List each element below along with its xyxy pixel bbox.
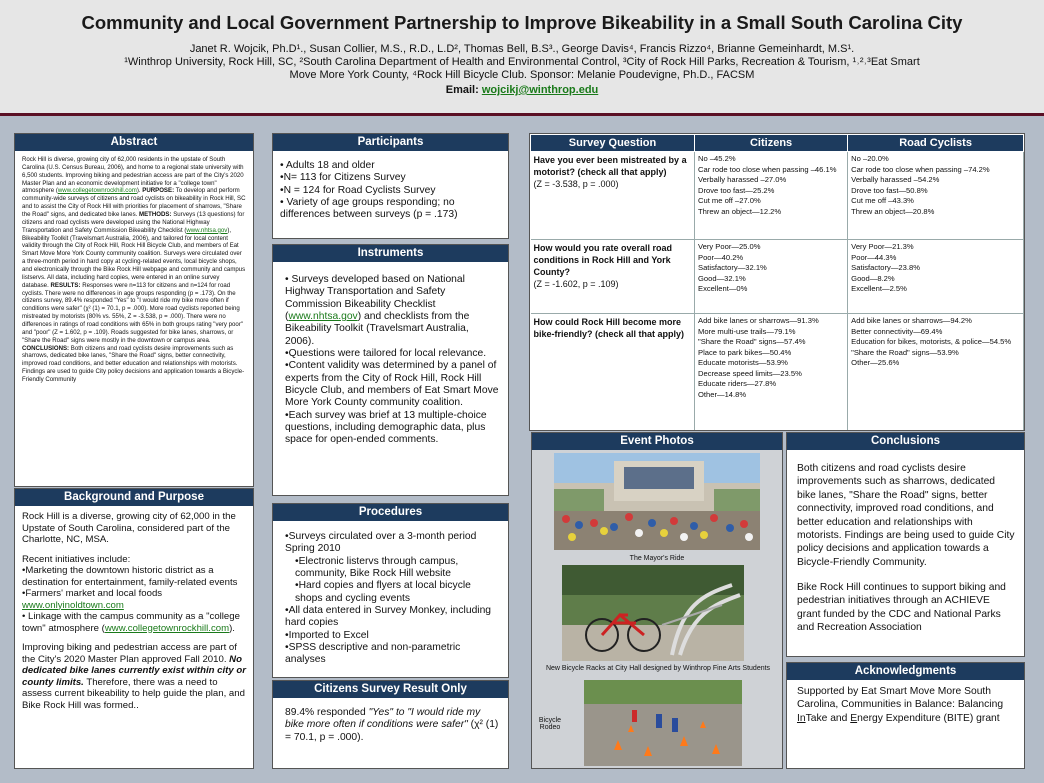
poster-header — [0, 0, 1044, 116]
poster-title: Community and Local Government Partnership to Improve Bikeability in a Small South Carolina City — [81, 12, 963, 33]
purpose-text: To develop and perform community-wide surveys of citizens and road cyclists on bikeability in Rock Hill, SC and to assist the City of Rock Hill with priorities for placement of sharrows, "Share the Road" signs, and dedicated bike lanes. — [22, 187, 246, 219]
procedures-p2: •Electronic listervs through campus, community, Bike Rock Hill website — [295, 555, 459, 580]
survey-question: How could Rock Hill become more bike-friendly? (check all that apply) — [533, 317, 685, 339]
abstract-link-collegetown[interactable]: www.collegetownrockhill.com — [57, 187, 137, 195]
methods-text-1: Surveys (13 questions) for citizens and road cyclists were developed using the National Highway Transportation and Safety Commission Bikeability Checklist ( — [22, 211, 245, 234]
survey-answer: Drove too fast—25.2% — [698, 185, 775, 195]
nhtsa-link[interactable]: www.nhtsa.gov — [288, 311, 358, 323]
authors: Janet R. Wojcik, Ph.D¹., Susan Collier, M.S., R.D., L.D², Thomas Bell, B.S³., George Davis⁴, Francis Rizzo⁴, Brianne Gemeinhardt, M.S¹. — [189, 43, 855, 55]
ack-e: nergy Expenditure (BITE) grant — [857, 712, 1000, 724]
background-item-3-text: • Linkage with the campus community as a "college town" atmosphere ( — [22, 611, 240, 634]
survey-answer: Very Poor—21.3% — [851, 242, 914, 251]
conclusions-panel — [786, 432, 1025, 657]
survey-row — [531, 152, 1024, 240]
survey-answer: Place to park bikes—50.4% — [698, 347, 792, 357]
survey-answer: Verbally harassed –27.0% — [698, 175, 787, 184]
procedures-p5: •Imported to Excel — [285, 629, 369, 641]
survey-answer: Cut me off –27.0% — [698, 196, 761, 205]
citizens-result-body — [273, 698, 508, 748]
procedures-p1: •Surveys circulated over a 3-month period Spring 2010 — [285, 531, 477, 555]
background-item-3-end: ). — [229, 622, 235, 634]
abstract-link-nhtsa[interactable]: www.nhtsa.gov — [186, 226, 228, 234]
background-body — [15, 506, 253, 716]
instruments-p1b: ) and checklists from the Bikeability Toolkit (Travelsmart Australia, 2006). — [285, 311, 470, 347]
survey-answer: Car rode too close when passing –46.1% — [698, 164, 837, 174]
background-p1: Rock Hill is a diverse, growing city of 62,000 in the Upstate of South Carolina, considered part of the Charlotte, NC, MSA. — [22, 511, 236, 545]
background-panel — [14, 488, 254, 769]
procedures-p3: •Hard copies and flyers at local bicycle shops and cycling events — [295, 580, 471, 604]
bike-racks-image — [562, 565, 744, 661]
survey-citizens-cell — [695, 152, 848, 240]
survey-answer: "Share the Road" signs—57.4% — [698, 337, 806, 346]
results-label: RESULTS: — [50, 281, 81, 289]
conclusions-label: CONCLUSIONS: — [22, 344, 70, 352]
procedures-p6: •SPSS descriptive and non-parametric analyses — [285, 642, 461, 666]
citizens-result-a: 89.4% responded — [285, 707, 369, 718]
survey-answer: Poor—44.3% — [851, 252, 897, 262]
mayors-ride-caption: The Mayor's Ride — [629, 555, 685, 562]
background-p3a: Improving biking and pedestrian access are part of the City's 2020 Master Plan approved Fall 2010. — [22, 642, 237, 665]
procedures-p4: •All data entered in Survey Monkey, including hard copies — [285, 605, 492, 629]
survey-question-cell — [531, 240, 695, 314]
survey-answer: More multi-use trails—79.1% — [698, 326, 796, 336]
survey-row — [531, 314, 1024, 431]
affiliations: ¹Winthrop University, Rock Hill, SC, ²South Carolina Department of Health and Environmental Control, ³City of Rock Hill Parks, Recreation & Tourism, ¹˒²˒³Eat Smart Move More York County, ⁴Rock Hill Bicycle Club. Sponsor: Melanie Poudevigne, Ph.D., FACSM — [124, 56, 920, 81]
bicycle-rodeo-caption: Bicycle Rodeo — [538, 717, 562, 731]
survey-answer: Education for bikes, motorists, & police—54.5% — [851, 337, 1012, 346]
survey-answer: Satisfactory—23.8% — [851, 263, 920, 272]
ack-b: In — [797, 712, 806, 724]
background-p3b: No dedicated bike lanes currently exist within city or county limits. — [22, 653, 246, 688]
ack-c: Take and — [805, 712, 851, 724]
instruments-p1 — [285, 274, 500, 348]
survey-answer: No –20.0% — [851, 154, 889, 163]
participants-panel — [272, 133, 509, 239]
survey-answer: Threw an object—12.2% — [698, 206, 782, 216]
collegetown-link[interactable]: www.collegetownrockhill.com — [104, 622, 230, 634]
background-p3 — [22, 642, 246, 711]
abstract-body — [15, 151, 253, 389]
background-p3c: Therefore, there was a need to assess current bikeability to help guide the plan, and Bike Rock Hill was formed.. — [22, 676, 245, 711]
citizens-result-b: "Yes" to "I would ride my bike more often if conditions were safer" — [285, 707, 481, 731]
instruments-p1a: • Surveys developed based on National Highway Transportation and Safety Commission Bikeability Checklist ( — [285, 274, 465, 323]
results-text: Responses were n=113 for citizens and n=124 for road cyclists. There were no differences in age groups responding (p = .173). On the citizens survey, 89.4% responded "Yes" to "I would ride my bike more often if conditions were safer" (χ² (1) = 70.1, p = .000). More road cyclists reported being mistreated by motorists (80% vs. 55%, Z = -3.538, p = .000). There were no differences in ratings of road conditions with 65% in both groups rating "very poor" and "poor" (Z = 1.602, p = .109). Roads suggested for bike lanes, sharrows, or "Share the Road" signs were mostly in the downtown or campus area. — [22, 281, 244, 344]
instruments-heading: Instruments — [273, 245, 508, 262]
methods-text-2: ), Bikeability Toolkit (Travelsmart Australia, 2006), and tailored for local content validity through the City of Rock Hill, Rock Hill Bicycle Club, and members of Eat Smart Move More York County community coalition. Surveys were circulated over a three-month period in hard copy at cycling-related events, local bicycle shops, and electronically through the Bike Rock Hill webpage and community and campus listservs. All data, including hard copies, were entered in an online survey database. — [22, 226, 246, 289]
ack-a: Supported by Eat Smart Move More South Carolina, Communities in Balance: Balancing — [797, 686, 1004, 711]
event-photos-heading: Event Photos — [532, 433, 782, 450]
survey-col-question: Survey Question — [531, 135, 695, 152]
bicycle-rodeo-image — [584, 680, 742, 766]
bike-racks-caption: New Bicycle Racks at City Hall designed by Winthrop Fine Arts Students — [545, 665, 771, 672]
survey-cyclists-cell — [848, 240, 1024, 314]
survey-table-body — [531, 152, 1024, 431]
survey-citizens-cell — [695, 240, 848, 314]
participants-item-2: •N= 113 for Citizens Survey — [280, 172, 406, 184]
citizens-result-c: (χ² (1) = 70.1, p = .000). — [285, 719, 499, 743]
participants-item-1: • Adults 18 and older — [280, 160, 375, 171]
survey-table — [530, 134, 1024, 431]
survey-answer: Educate motorists—53.9% — [698, 358, 788, 367]
survey-row — [531, 240, 1024, 314]
instruments-body — [273, 262, 508, 451]
participants-heading: Participants — [273, 134, 508, 151]
survey-question-cell — [531, 152, 695, 240]
citizens-result-heading: Citizens Survey Result Only — [273, 681, 508, 698]
mayors-ride-photo — [554, 453, 760, 550]
methods-label: METHODS: — [139, 211, 172, 219]
survey-answer: Good—32.1% — [698, 273, 746, 283]
purpose-label: PURPOSE: — [142, 187, 175, 195]
background-item-1: •Marketing the downtown historic district as a destination for entertainment, family-related events — [22, 565, 238, 588]
instruments-p4: •Each survey was brief at 13 multiple-choice questions, including demographic data, plus space for open-ended comments. — [285, 409, 487, 446]
procedures-body — [273, 521, 508, 671]
participants-item-4: • Variety of age groups responding; no differences between surveys (p = .173) — [280, 197, 458, 221]
instruments-p2: •Questions were tailored for local relevance. — [285, 348, 487, 360]
survey-statistic: (Z = -1.602, p = .109) — [533, 279, 619, 289]
procedures-panel — [272, 503, 509, 678]
survey-answer: Add bike lanes or sharrows—91.3% — [698, 316, 819, 325]
survey-answer: Educate riders—27.8% — [698, 379, 777, 388]
survey-table-panel — [529, 133, 1025, 431]
survey-question: Have you ever been mistreated by a motorist? (check all that apply) — [533, 155, 687, 177]
survey-cyclists-cell — [848, 152, 1024, 240]
survey-answer: Other—14.8% — [698, 389, 747, 399]
participants-item-3: •N = 124 for Road Cyclists Survey — [280, 184, 436, 196]
survey-answer: Very Poor—25.0% — [698, 242, 761, 251]
survey-cyclists-cell — [848, 314, 1024, 431]
conclusions-p1: Both citizens and road cyclists desire improvements such as sharrows, dedicated bike lanes, "Share the Road" signs, better connectivity, improved road conditions, and better education and relationships with motorists. Findings are being used to guide City policy decisions and application towards a Bicycle-Friendly Community. — [797, 463, 1015, 568]
survey-answer: Threw an object—20.8% — [851, 206, 935, 216]
abstract-p1: Rock Hill is diverse, growing city of 62,000 residents in the upstate of South Carolina (U.S. Census Bureau, 2006), and home to a regional state university with 6,500 students. Improving biking and pedestrian access are part of the City's 2020 Master Plan and an economic development initiative for a "college town" atmosphere ( — [22, 156, 244, 195]
abstract-panel — [14, 133, 254, 487]
instruments-panel — [272, 244, 509, 496]
survey-answer: Good—8.2% — [851, 273, 895, 283]
abstract-heading: Abstract — [15, 134, 253, 151]
oldtown-link[interactable]: www.onlyinoldtown.com — [22, 599, 124, 611]
survey-answer: Excellent—0% — [698, 284, 748, 293]
email-label: Email: — [445, 84, 482, 96]
survey-answer: Car rode too close when passing –74.2% — [851, 164, 990, 174]
survey-question-cell — [531, 314, 695, 431]
email-line — [0, 84, 1044, 96]
conclusions-text: Both citizens and road cyclists desire improvements such as sharrows, dedicated bike lanes, "Share the Road" signs, better connectivity, improved road conditions, and better education and relationships with motorists. Findings are used to guide City policy decisions and application towards a Bicycle-Friendly Community — [22, 344, 245, 384]
survey-col-citizens: Citizens — [695, 135, 848, 152]
survey-answer: Verbally harassed –54.2% — [851, 175, 940, 184]
survey-col-cyclists: Road Cyclists — [848, 135, 1024, 152]
survey-answer: Satisfactory—32.1% — [698, 263, 767, 272]
survey-answer: Decrease speed limits—23.5% — [698, 368, 802, 378]
acknowledgments-heading: Acknowledgments — [787, 663, 1024, 680]
conclusions-body — [787, 450, 1024, 639]
ack-d: E — [850, 712, 858, 724]
citizens-result-panel — [272, 680, 509, 769]
background-item-2: •Farmers' market and local foods — [22, 588, 163, 599]
abstract-p2: ). — [136, 187, 141, 195]
acknowledgments-body — [787, 680, 1024, 729]
background-p2: Recent initiatives include: — [22, 553, 131, 565]
event-photos-panel — [531, 432, 783, 769]
conclusions-p2: Bike Rock Hill continues to support biking and pedestrian initiatives through an ACHIEVE grant funded by the CDC and National Parks and Recreation Association — [797, 582, 1006, 634]
instruments-p3: •Content validity was determined by a panel of experts from the City of Rock Hill, Rock Hill Bicycle Club, and members of Eat Smart Move More York County community coalition. — [285, 360, 499, 409]
survey-answer: Cut me off –43.3% — [851, 196, 914, 205]
bike-racks-photo — [562, 565, 744, 661]
survey-answer: Better connectivity—69.4% — [851, 326, 943, 336]
procedures-heading: Procedures — [273, 504, 508, 521]
survey-answer: "Share the Road" signs—53.9% — [851, 347, 959, 357]
survey-citizens-cell — [695, 314, 848, 431]
survey-answer: Poor—40.2% — [698, 252, 744, 262]
survey-answer: Other—25.6% — [851, 358, 900, 367]
conclusions-heading: Conclusions — [787, 433, 1024, 450]
acknowledgments-panel — [786, 662, 1025, 769]
survey-answer: Drove too fast—50.8% — [851, 185, 928, 195]
survey-answer: Add bike lanes or sharrows—94.2% — [851, 316, 972, 325]
survey-answer: Excellent—2.5% — [851, 284, 907, 293]
participants-body — [273, 151, 508, 227]
background-item-3 — [22, 611, 246, 634]
survey-answer: No –45.2% — [698, 154, 736, 163]
background-heading: Background and Purpose — [15, 489, 253, 506]
email-link[interactable]: wojcikj@winthrop.edu — [481, 84, 599, 96]
bicycle-rodeo-photo — [584, 680, 742, 766]
survey-statistic: (Z = -3.538, p = .000) — [533, 179, 619, 189]
mayors-ride-image — [554, 453, 760, 550]
survey-question: How would you rate overall road conditions in Rock Hill and York County? — [533, 243, 673, 277]
